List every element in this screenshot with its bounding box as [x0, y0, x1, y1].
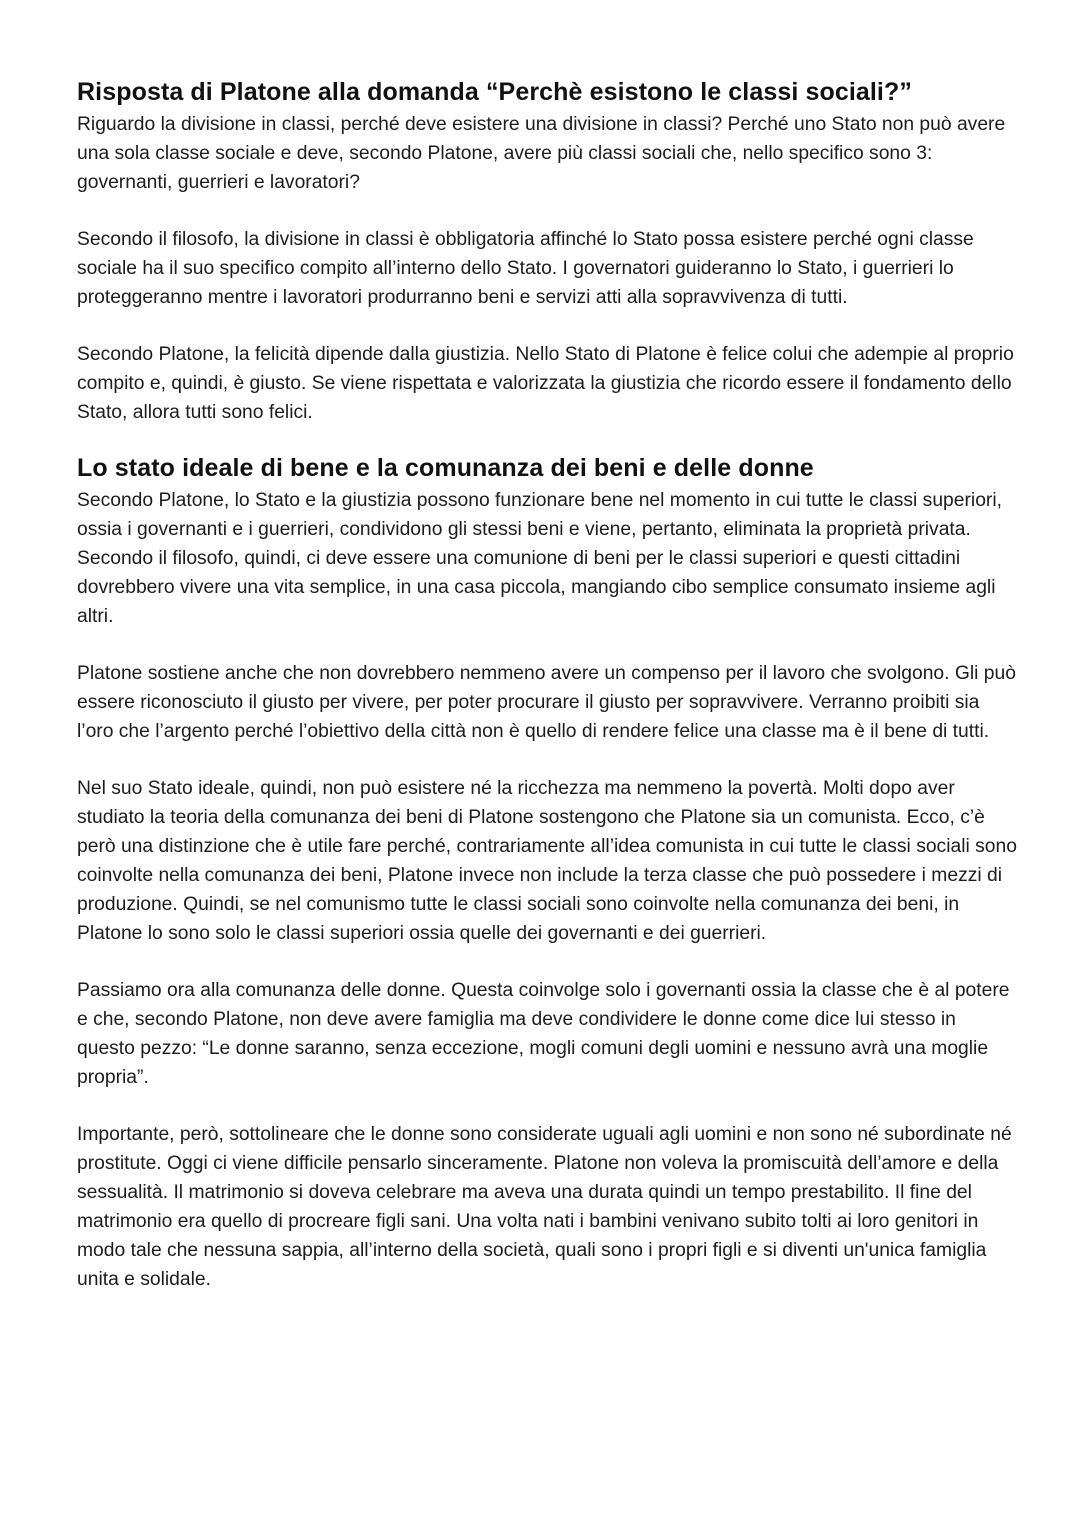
paragraph: Secondo Platone, lo Stato e la giustizia possono funzionare bene nel momento in cui tutte le classi superiori, ossia i governanti e i guerrieri, condividono gli stessi beni e viene, pertanto, eliminata la proprietà privata. Secondo il filosofo, quindi, ci deve essere una comunione di beni per le classi superiori e questi cittadini dovrebbero vivere una vita semplice, in una casa piccola, mangiando cibo semplice consumato insieme agli altri.	[77, 490, 1002, 627]
section-stato-ideale	[77, 450, 1017, 1294]
section-heading: Risposta di Platone alla domanda “Perchè esistono le classi sociali?”	[77, 78, 912, 106]
paragraph: Secondo Platone, la felicità dipende dalla giustizia. Nello Stato di Platone è felice colui che adempie al proprio compito e, quindi, è giusto. Se viene rispettata e valorizzata la giustizia che ricordo essere il fondamento dello Stato, allora tutti sono felici.	[77, 344, 1014, 423]
section-heading: Lo stato ideale di bene e la comunanza dei beni e delle donne	[77, 454, 814, 482]
paragraph: Secondo il filosofo, la divisione in classi è obbligatoria affinché lo Stato possa esistere perché ogni classe sociale ha il suo specifico compito all’interno dello Stato. I governatori guideranno lo Stato, i guerrieri lo proteggeranno mentre i lavoratori produrranno beni e servizi atti alla sopravvivenza di tutti.	[77, 229, 974, 308]
paragraph: Platone sostiene anche che non dovrebbero nemmeno avere un compenso per il lavoro che svolgono. Gli può essere riconosciuto il giusto per vivere, per poter procurare il giusto per sopravvivere. Verranno proibiti sia l’oro che l’argento perché l’obiettivo della città non è quello di rendere felice una classe ma è il bene di tutti.	[77, 663, 1016, 742]
paragraph: Riguardo la divisione in classi, perché deve esistere una divisione in classi? Perché uno Stato non può avere una sola classe sociale e deve, secondo Platone, avere più classi sociali che, nello specifico sono 3: governanti, guerrieri e lavoratori?	[77, 114, 1006, 193]
paragraph: Nel suo Stato ideale, quindi, non può esistere né la ricchezza ma nemmeno la povertà. Molti dopo aver studiato la teoria della comunanza dei beni di Platone sostengono che Platone sia un comunista. Ecco, c’è però una distinzione che è utile fare perché, contrariamente all’idea comunista in cui tutte le classi sociali sono coinvolte nella comunanza dei beni, Platone invece non include la terza classe che può possedere i mezzi di produzione. Quindi, se nel comunismo tutte le classi sociali sono coinvolte nella comunanza dei beni, in Platone lo sono solo le classi superiori ossia quelle dei governanti e dei guerrieri.	[77, 778, 1017, 944]
paragraph: Passiamo ora alla comunanza delle donne. Questa coinvolge solo i governanti ossia la classe che è al potere e che, secondo Platone, non deve avere famiglia ma deve condividere le donne come dice lui stesso in questo pezzo: “Le donne saranno, senza eccezione, mogli comuni degli uomini e nessuno avrà una moglie propria”.	[77, 980, 1010, 1088]
document-page	[77, 74, 1017, 1294]
paragraph: Importante, però, sottolineare che le donne sono considerate uguali agli uomini e non sono né subordinate né prostitute. Oggi ci viene difficile pensarlo sinceramente. Platone non voleva la promiscuità dell’amore e della sessualità. Il matrimonio si doveva celebrare ma aveva una durata quindi un tempo prestabilito. Il fine del matrimonio era quello di procreare figli sani. Una volta nati i bambini venivano subito tolti ai loro genitori in modo tale che nessuna sappia, all’interno della società, quali sono i propri figli e si diventi un'unica famiglia unita e solidale.	[77, 1124, 1012, 1290]
section-classi-sociali	[77, 74, 1017, 427]
